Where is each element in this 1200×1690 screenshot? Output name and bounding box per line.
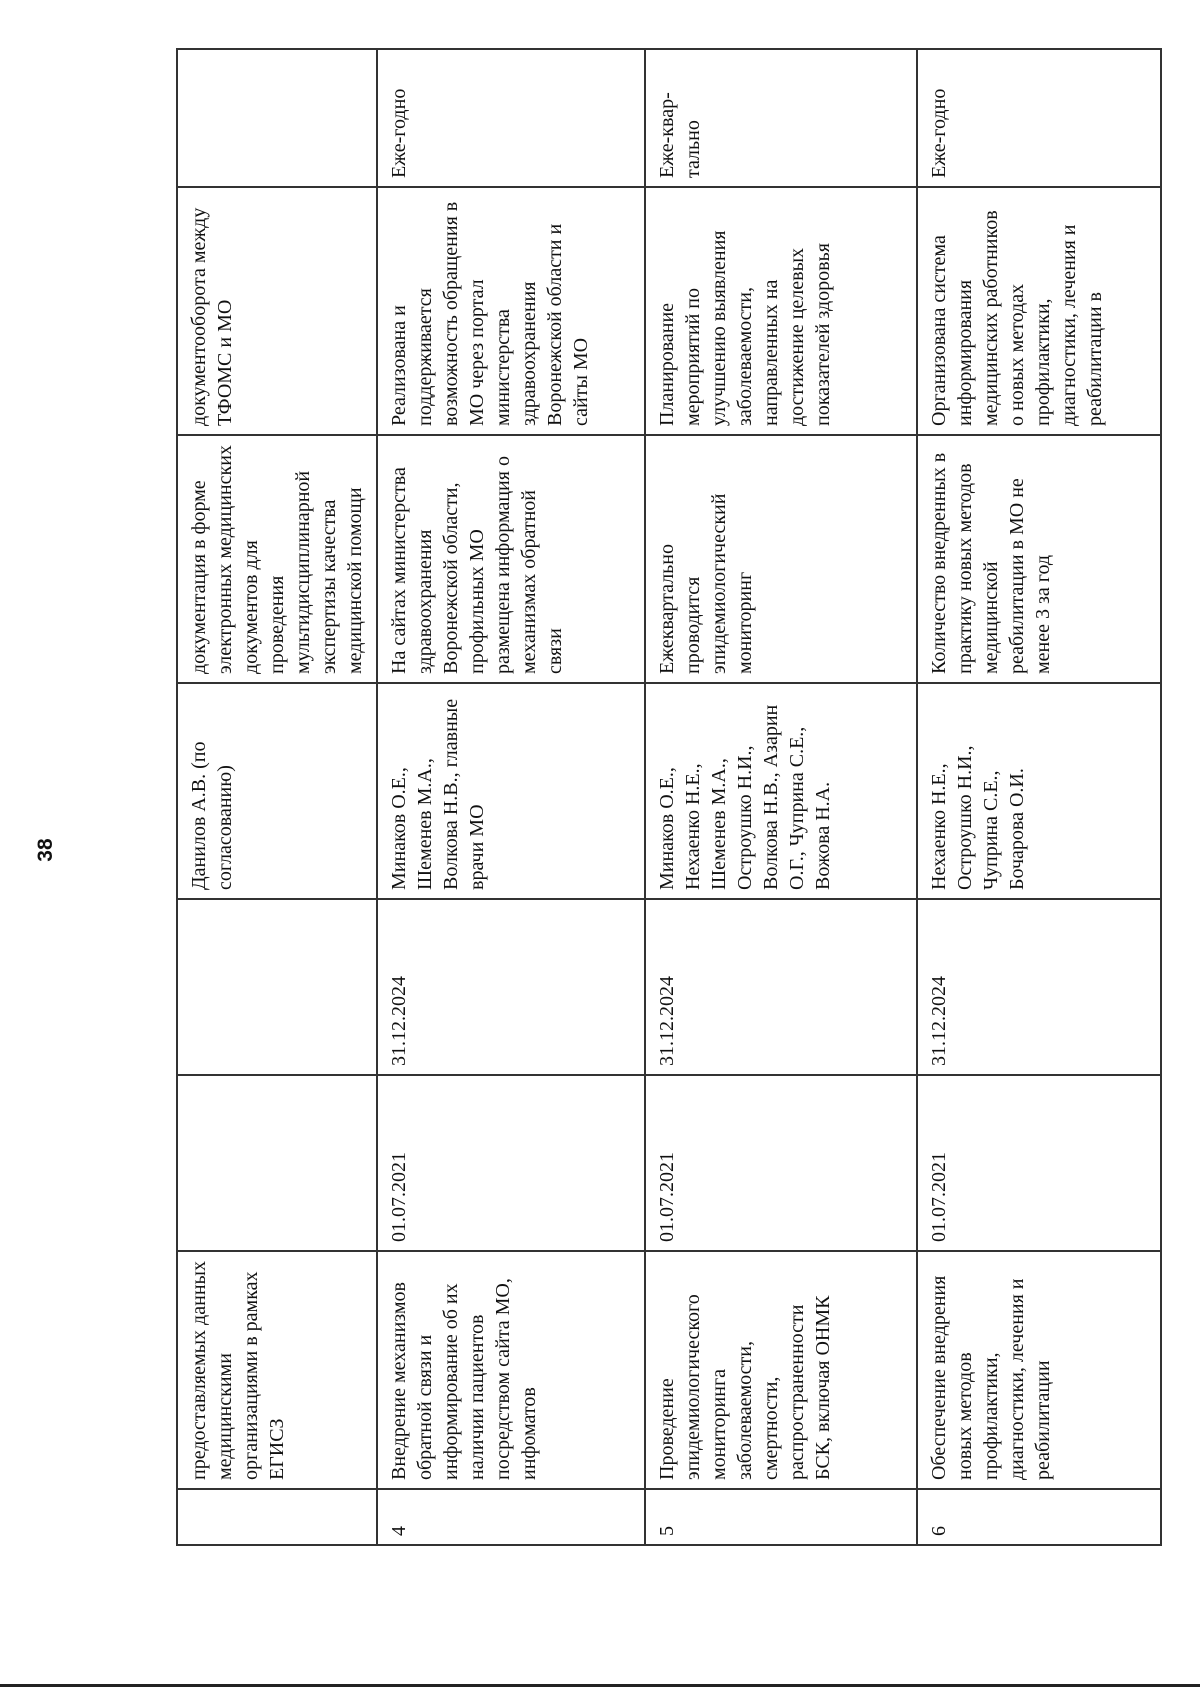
cell-result: документооборота между ТФОМС и МО [177,187,377,435]
table-row [645,49,917,1545]
cell-indicator: На сайтах министерства здравоохранения Воронежской области, профильных МО размещена информация о механизмах обратной связи [377,435,645,683]
cell-event: Проведение эпидемиологического мониторинга заболеваемости, смертности, распространенности БСК, включая ОНМК [645,1251,917,1489]
cell-number: 4 [377,1489,645,1545]
cell-indicator: Количество внедренных в практику новых методов медицинской реабилитации в МО не менее 3 за год [917,435,1161,683]
cell-event: Обеспечение внедрения новых методов профилактики, диагностики, лечения и реабилитации [917,1251,1161,1489]
activity-plan-table [176,48,1162,1546]
cell-responsible: Минаков О.Е., Шеменев М.А., Волкова Н.В., главные врачи МО [377,683,645,899]
cell-indicator: Ежеквартально проводится эпидемиологический мониторинг [645,435,917,683]
table-row [917,49,1161,1545]
cell-end-date: 31.12.2024 [377,899,645,1075]
page-bottom-rule [0,1684,1200,1687]
table-row [177,49,377,1545]
cell-end-date: 31.12.2024 [917,899,1161,1075]
cell-responsible: Данилов А.В. (по согласованию) [177,683,377,899]
cell-frequency: Еже-квар-тально [645,49,917,187]
cell-result: Планирование мероприятий по улучшению выявления заболеваемости, направленных на достижение целевых показателей здоровья [645,187,917,435]
cell-event: предоставляемых данных медицинскими организациями в рамках ЕГИСЗ [177,1251,377,1489]
table-row [377,49,645,1545]
cell-end-date: 31.12.2024 [645,899,917,1075]
cell-frequency: Еже-годно [917,49,1161,187]
cell-start-date [177,1075,377,1251]
cell-start-date: 01.07.2021 [645,1075,917,1251]
cell-result: Реализована и поддерживается возможность обращения в МО через портал министерства здравоохранения Воронежской области и сайты МО [377,187,645,435]
cell-number: 6 [917,1489,1161,1545]
cell-responsible: Нехаенко Н.Е., Остроушко Н.И., Чуприна С.Е., Бочарова О.И. [917,683,1161,899]
cell-event: Внедрение механизмов обратной связи и информирование об их наличии пациентов посредством сайта МО, инфоматов [377,1251,645,1489]
cell-frequency [177,49,377,187]
cell-start-date: 01.07.2021 [917,1075,1161,1251]
cell-responsible: Минаков О.Е., Нехаенко Н.Е., Шеменев М.А., Остроушко Н.И., Волкова Н.В., Азарин О.Г., Чуприна С.Е., Вожова Н.А. [645,683,917,899]
cell-number: 5 [645,1489,917,1545]
cell-indicator: документация в форме электронных медицинских документов для проведения мультидисциплинарной экспертизы качества медицинской помощи [177,435,377,683]
cell-result: Организована система информирования медицинских работников о новых методах профилактики, диагностики, лечения и реабилитации в [917,187,1161,435]
cell-number [177,1489,377,1545]
cell-frequency: Еже-годно [377,49,645,187]
plan-table-container [176,50,1106,1546]
cell-start-date: 01.07.2021 [377,1075,645,1251]
page-number: 38 [34,838,57,862]
cell-end-date [177,899,377,1075]
